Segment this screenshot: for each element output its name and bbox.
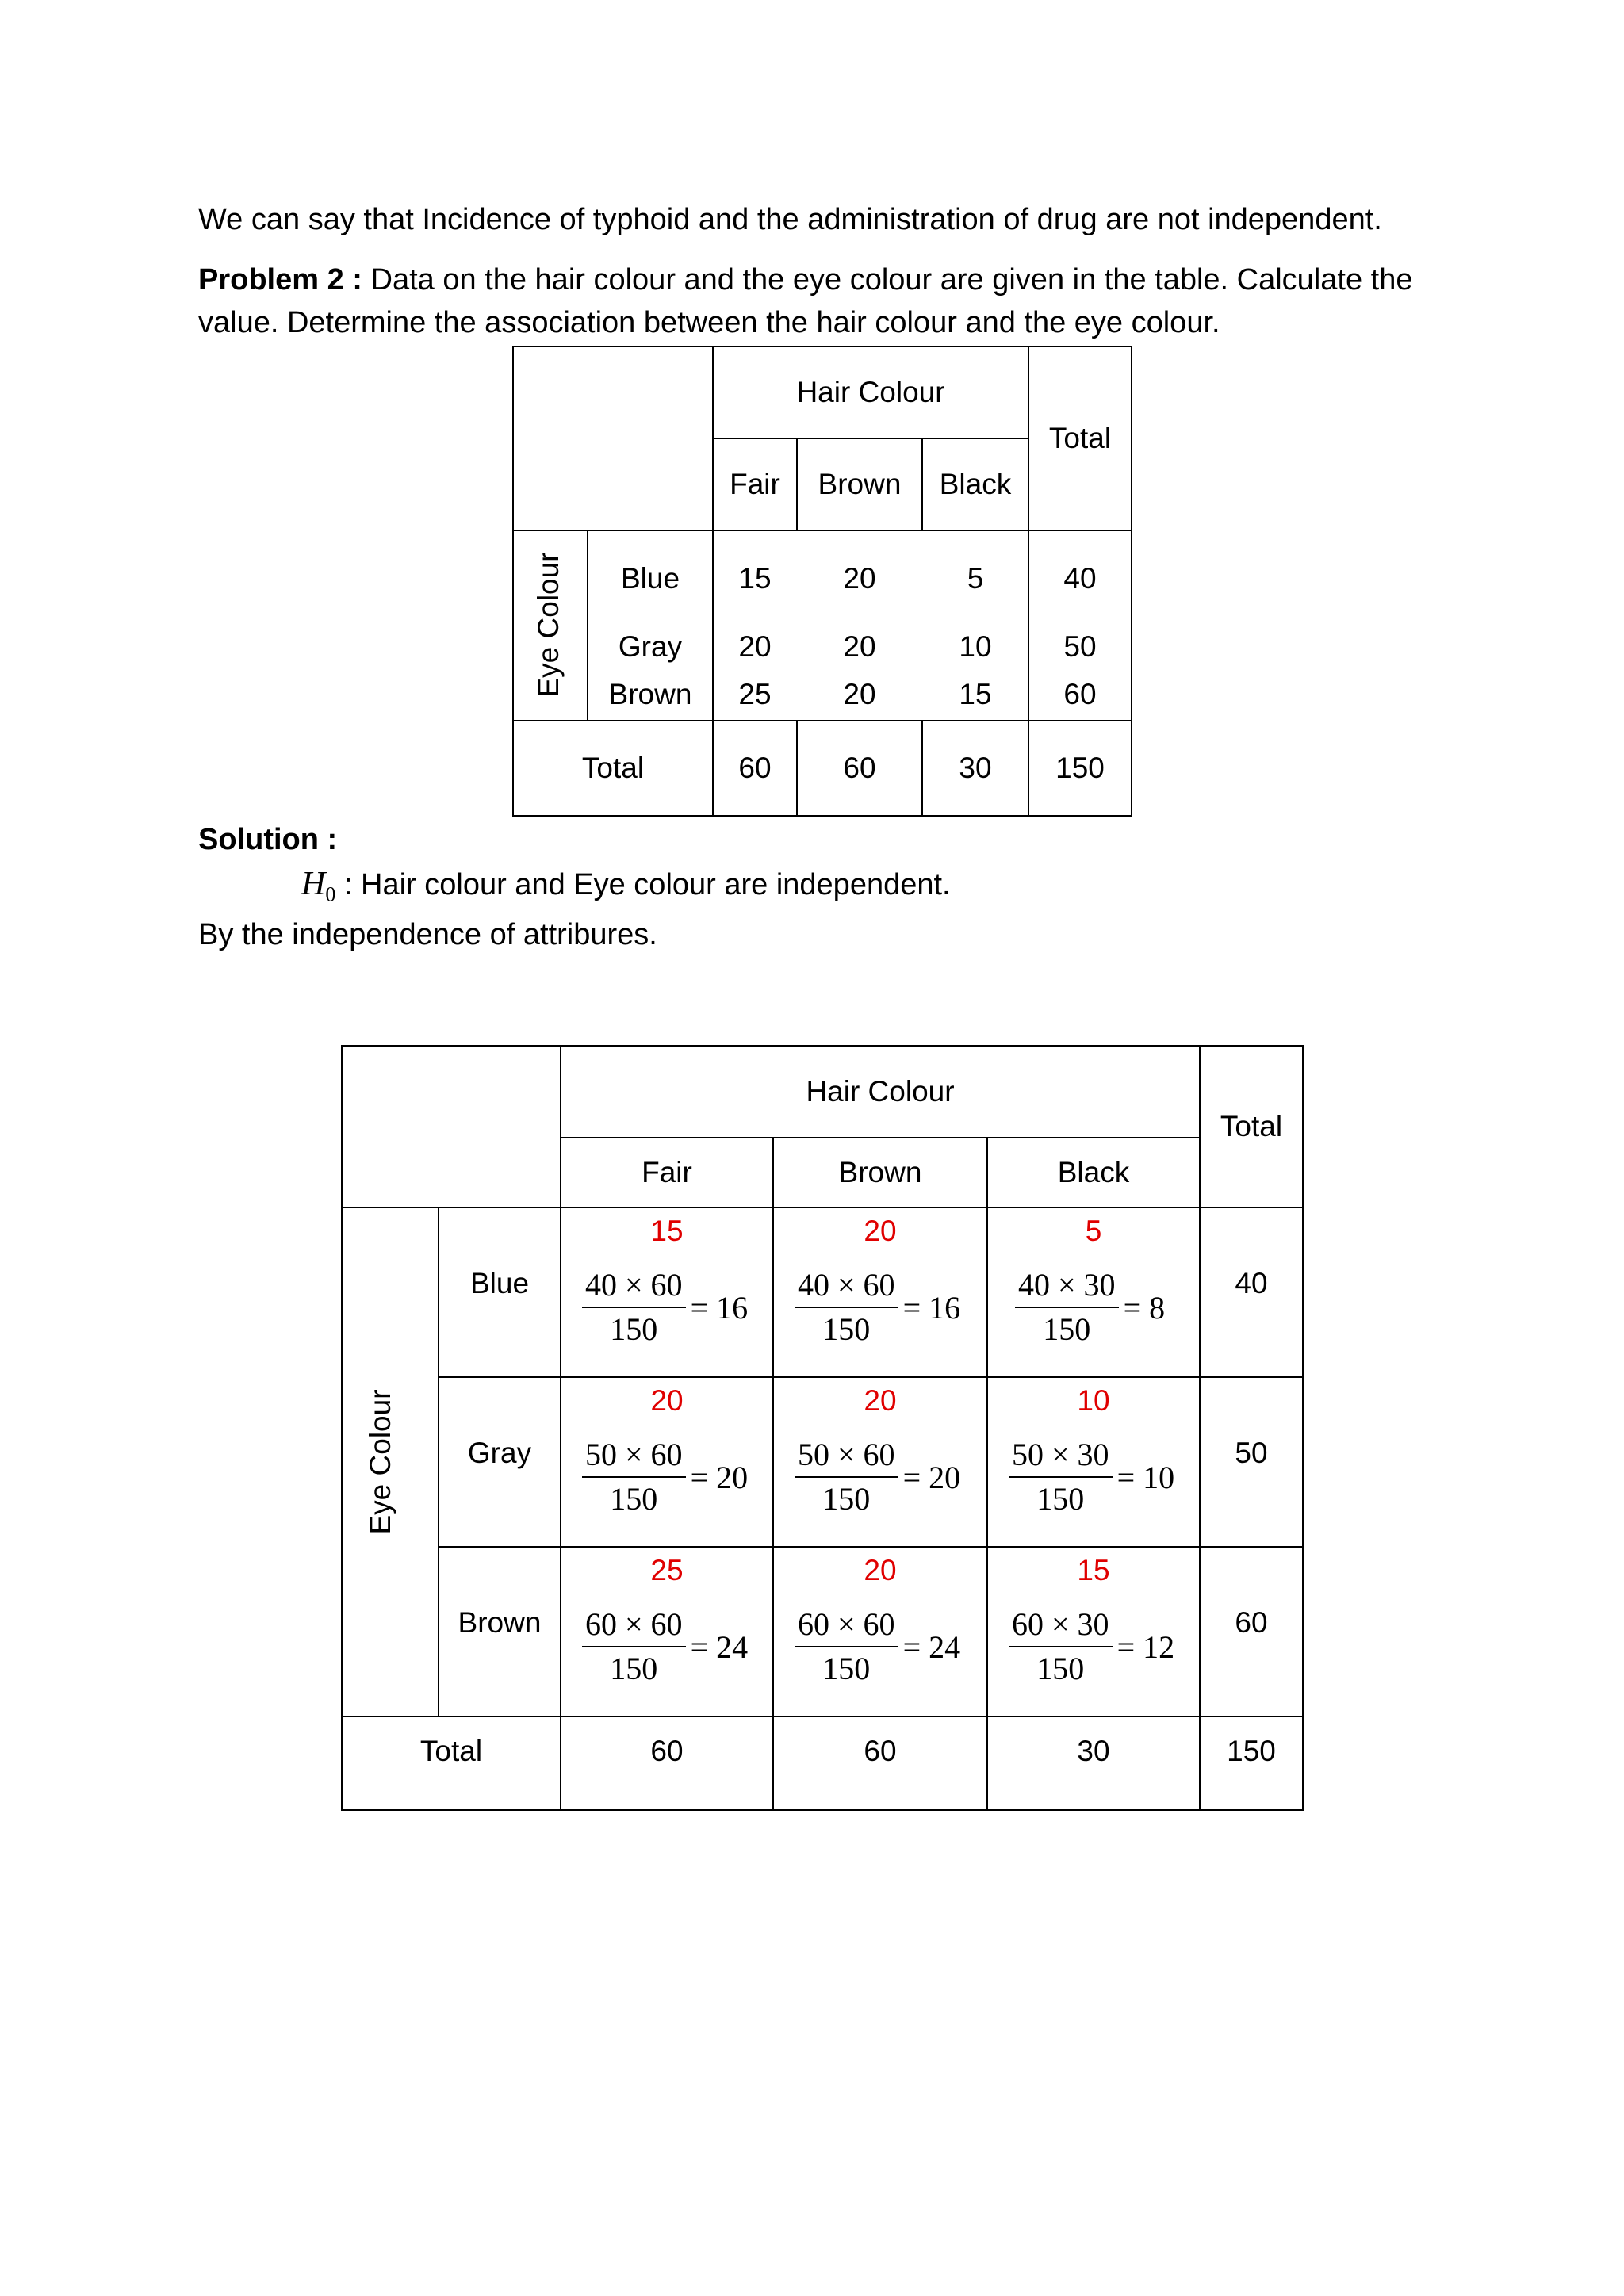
t1-col-brown: Brown bbox=[818, 468, 902, 500]
t2-total-cell: 60 bbox=[864, 1735, 897, 1767]
t2-expected-den: 150 bbox=[610, 1311, 658, 1347]
t2-row-total: 60 bbox=[1235, 1606, 1268, 1639]
null-hypothesis bbox=[301, 863, 951, 916]
t2-expected-result: = 10 bbox=[1116, 1459, 1175, 1495]
t2-observed: 5 bbox=[1085, 1215, 1102, 1247]
t1-total-cell: 60 bbox=[738, 752, 772, 784]
t2-border bbox=[341, 1207, 1304, 1208]
t2-expected bbox=[795, 1605, 960, 1689]
t2-observed: 15 bbox=[650, 1215, 684, 1247]
t1-eye-label: Eye Colour bbox=[532, 552, 565, 698]
t2-border bbox=[1302, 1045, 1304, 1811]
t2-border bbox=[438, 1376, 1304, 1378]
t2-col-fair: Fair bbox=[642, 1156, 692, 1188]
t1-cell: 20 bbox=[843, 630, 876, 663]
t2-observed: 20 bbox=[864, 1384, 897, 1417]
t2-expected bbox=[1009, 1435, 1174, 1519]
t1-grand-total: 150 bbox=[1055, 752, 1105, 784]
t2-expected-num: 60 × 30 bbox=[1009, 1605, 1113, 1647]
t1-row-total: 50 bbox=[1063, 630, 1097, 663]
t2-expected-num: 50 × 60 bbox=[582, 1435, 686, 1478]
t2-expected bbox=[582, 1435, 748, 1519]
t2-expected bbox=[582, 1265, 748, 1349]
t2-border bbox=[341, 1045, 343, 1811]
t2-row-total: 50 bbox=[1235, 1437, 1268, 1469]
h0-symbol: H bbox=[301, 866, 326, 902]
t2-expected bbox=[582, 1605, 748, 1689]
t2-observed: 25 bbox=[650, 1554, 684, 1586]
t1-total-label: Total bbox=[581, 752, 645, 784]
t2-observed: 15 bbox=[1077, 1554, 1110, 1586]
t1-row-label-brown: Brown bbox=[608, 678, 692, 710]
t2-total-cell: 30 bbox=[1077, 1735, 1110, 1767]
t1-cell: 20 bbox=[843, 678, 876, 710]
t2-expected-den: 150 bbox=[610, 1651, 658, 1686]
t2-expected-result: = 20 bbox=[902, 1459, 961, 1495]
t2-expected bbox=[1015, 1265, 1165, 1349]
t1-border bbox=[512, 815, 1132, 817]
t2-row-label-gray: Gray bbox=[467, 1437, 532, 1469]
t2-row-label-brown: Brown bbox=[458, 1606, 542, 1639]
t1-col-fair: Fair bbox=[730, 468, 780, 500]
t2-observed: 20 bbox=[650, 1384, 684, 1417]
t2-row-total: 40 bbox=[1235, 1267, 1268, 1299]
problem-text-1: Data on the hair colour and the eye colour are given in the table. Calculate the bbox=[370, 263, 1413, 297]
t2-expected-num: 50 × 30 bbox=[1009, 1435, 1113, 1478]
t1-cell: 10 bbox=[959, 630, 992, 663]
t2-expected-num: 60 × 60 bbox=[795, 1605, 898, 1647]
t2-eye-label: Eye Colour bbox=[364, 1389, 396, 1535]
t2-expected-num: 50 × 60 bbox=[795, 1435, 898, 1478]
t2-grand-total: 150 bbox=[1227, 1735, 1276, 1767]
problem-line-2: value. Determine the association between the hair colour and the eye colour. bbox=[198, 306, 1220, 339]
t2-observed: 10 bbox=[1077, 1384, 1110, 1417]
t1-border bbox=[512, 530, 1132, 531]
t1-total-cell: 30 bbox=[959, 752, 992, 784]
problem-label: Problem 2 : bbox=[198, 263, 362, 297]
t1-hair-header: Hair Colour bbox=[796, 376, 945, 408]
t2-total-cell: 60 bbox=[650, 1735, 684, 1767]
t2-expected-den: 150 bbox=[1043, 1311, 1091, 1347]
t2-expected-den: 150 bbox=[822, 1311, 871, 1347]
t2-expected bbox=[1009, 1605, 1174, 1689]
t2-expected-den: 150 bbox=[1036, 1481, 1085, 1517]
t2-observed: 20 bbox=[864, 1215, 897, 1247]
t2-expected-result: = 8 bbox=[1123, 1289, 1166, 1326]
t1-row-total: 60 bbox=[1063, 678, 1097, 710]
t2-expected-result: = 16 bbox=[690, 1289, 749, 1326]
h0-subscript: 0 bbox=[325, 882, 336, 906]
problem-line-1 bbox=[198, 258, 1412, 301]
t2-expected-result: = 20 bbox=[690, 1459, 749, 1495]
t2-expected-den: 150 bbox=[822, 1481, 871, 1517]
t1-row-label-gray: Gray bbox=[618, 630, 683, 663]
independence-text: By the independence of attribures. bbox=[198, 918, 657, 951]
intro-text: We can say that Incidence of typhoid and the administration of drug are not independent. bbox=[198, 203, 1382, 236]
t2-total-label: Total bbox=[419, 1735, 483, 1767]
t2-expected-result: = 16 bbox=[902, 1289, 961, 1326]
t1-cell: 5 bbox=[967, 562, 984, 595]
t1-border bbox=[1131, 346, 1132, 817]
t1-cell: 20 bbox=[738, 630, 772, 663]
t1-cell: 25 bbox=[738, 678, 772, 710]
t2-expected-result: = 24 bbox=[902, 1628, 961, 1665]
t2-expected-num: 40 × 60 bbox=[582, 1265, 686, 1308]
t2-total-header: Total bbox=[1220, 1110, 1283, 1142]
t1-col-black: Black bbox=[939, 468, 1012, 500]
t1-cell: 15 bbox=[959, 678, 992, 710]
t2-row-label-blue: Blue bbox=[469, 1267, 530, 1299]
t2-expected-num: 60 × 60 bbox=[582, 1605, 686, 1647]
t2-expected-num: 40 × 30 bbox=[1015, 1265, 1119, 1308]
t2-col-black: Black bbox=[1057, 1156, 1130, 1188]
t1-cell: 15 bbox=[738, 562, 772, 595]
t1-total-cell: 60 bbox=[843, 752, 876, 784]
t2-border bbox=[438, 1546, 1304, 1548]
t1-row-total: 40 bbox=[1063, 562, 1097, 595]
t2-hair-header: Hair Colour bbox=[806, 1075, 955, 1108]
t2-expected-den: 150 bbox=[610, 1481, 658, 1517]
t1-row-label-blue: Blue bbox=[620, 562, 680, 595]
t1-cell: 20 bbox=[843, 562, 876, 595]
t2-col-brown: Brown bbox=[838, 1156, 922, 1188]
t1-total-header: Total bbox=[1048, 422, 1112, 454]
t2-border bbox=[341, 1809, 1304, 1811]
t2-expected-num: 40 × 60 bbox=[795, 1265, 898, 1308]
t2-expected-den: 150 bbox=[822, 1651, 871, 1686]
t2-expected bbox=[795, 1435, 960, 1519]
t2-expected-den: 150 bbox=[1036, 1651, 1085, 1686]
t2-observed: 20 bbox=[864, 1554, 897, 1586]
h0-text: : Hair colour and Eye colour are independent. bbox=[343, 868, 951, 901]
solution-label: Solution : bbox=[198, 823, 338, 856]
t2-expected-result: = 12 bbox=[1116, 1628, 1175, 1665]
t2-expected-result: = 24 bbox=[690, 1628, 749, 1665]
t2-expected bbox=[795, 1265, 960, 1349]
